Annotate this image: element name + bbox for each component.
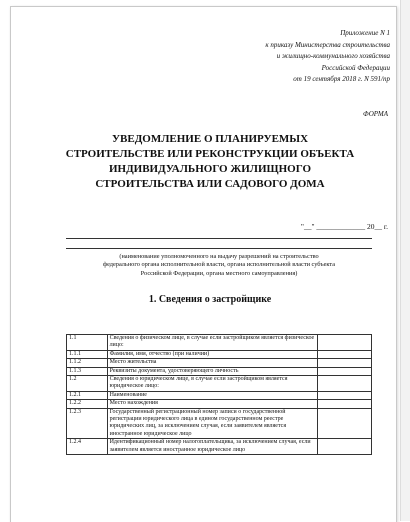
date-field: "__" _____________ 20__ г.: [300, 222, 388, 231]
developer-info-table: [66, 334, 372, 455]
authority-line: (наименование уполномоченного на выдачу разрешений на строительство: [119, 253, 319, 260]
section-title: 1. Сведения о застройщике: [148, 294, 272, 305]
appendix-line: и жилищно-коммунального хозяйства: [276, 52, 390, 61]
row-label: Сведения о физическом лице, в случае если застройщиком является физическое лицо:: [107, 335, 317, 351]
table-row: [67, 408, 372, 439]
table-row: [67, 400, 372, 408]
row-number: 1.1.2: [67, 359, 108, 367]
table-row: [67, 376, 372, 392]
row-label: Сведения о юридическом лице, в случае если застройщиком является юридическое лицо:: [107, 376, 317, 392]
table-row: [67, 439, 372, 455]
row-number: 1.2: [67, 376, 108, 392]
row-value-cell[interactable]: [317, 439, 371, 455]
table-row: [67, 367, 372, 375]
row-number: 1.1: [67, 335, 108, 351]
row-number: 1.1.3: [67, 367, 108, 375]
row-value-cell[interactable]: [317, 391, 371, 399]
table-row: [67, 359, 372, 367]
appendix-line: к приказу Министерства строительства: [265, 40, 390, 49]
title-line: УВЕДОМЛЕНИЕ О ПЛАНИРУЕМЫХ: [111, 133, 309, 145]
document-title: [60, 132, 360, 192]
row-number: 1.2.1: [67, 391, 108, 399]
authority-caption: [60, 253, 378, 278]
row-value-cell[interactable]: [317, 350, 371, 358]
appendix-reference: [170, 28, 390, 86]
row-value-cell[interactable]: [317, 335, 371, 351]
row-value-cell[interactable]: [317, 400, 371, 408]
authority-line: Российской Федерации, органа местного самоуправления): [140, 269, 298, 277]
appendix-line: от 19 сентября 2018 г. N 591/пр: [293, 75, 390, 84]
row-number: 1.1.1: [67, 350, 108, 358]
row-label: Идентификационный номер налогоплательщика, за исключением случая, если заявителем является иностранное юридическое лицо: [107, 439, 317, 455]
row-number: 1.2.2: [67, 400, 108, 408]
table-body: [67, 335, 372, 455]
row-label: Фамилия, имя, отчество (при наличии): [107, 350, 317, 358]
row-label: Наименование: [107, 391, 317, 399]
appendix-line: Приложение N 1: [340, 29, 390, 37]
row-value-cell[interactable]: [317, 359, 371, 367]
authority-rule-1: [66, 238, 372, 239]
row-number: 1.2.4: [67, 439, 108, 455]
row-value-cell[interactable]: [317, 408, 371, 439]
row-number: 1.2.3: [67, 408, 108, 439]
table-row: [67, 391, 372, 399]
row-value-cell[interactable]: [317, 376, 371, 392]
row-label: Место нахождения: [107, 400, 317, 408]
row-label: Реквизиты документа, удостоверяющего личность: [107, 367, 317, 375]
row-value-cell[interactable]: [317, 367, 371, 375]
form-label: ФОРМА: [363, 110, 388, 118]
table-row: [67, 335, 372, 351]
row-label: Государственный регистрационный номер записи о государственной регистрации юридического лица в едином государственном реестре юридических лиц, за исключением случая, если заявителем является иностранное юридическое лицо: [107, 408, 317, 439]
title-line: СТРОИТЕЛЬСТВЕ ИЛИ РЕКОНСТРУКЦИИ ОБЪЕКТА: [65, 148, 355, 160]
title-line: СТРОИТЕЛЬСТВА ИЛИ САДОВОГО ДОМА: [95, 178, 325, 190]
vertical-scrollbar[interactable]: [400, 0, 410, 521]
authority-line: федерального органа исполнительной власти, органа исполнительной власти субъекта: [103, 261, 335, 269]
appendix-line: Российской Федерации: [321, 63, 390, 72]
row-label: Место жительства: [107, 359, 317, 367]
authority-rule-2: [66, 248, 372, 249]
title-line: ИНДИВИДУАЛЬНОГО ЖИЛИЩНОГО: [108, 163, 312, 175]
table-row: [67, 350, 372, 358]
